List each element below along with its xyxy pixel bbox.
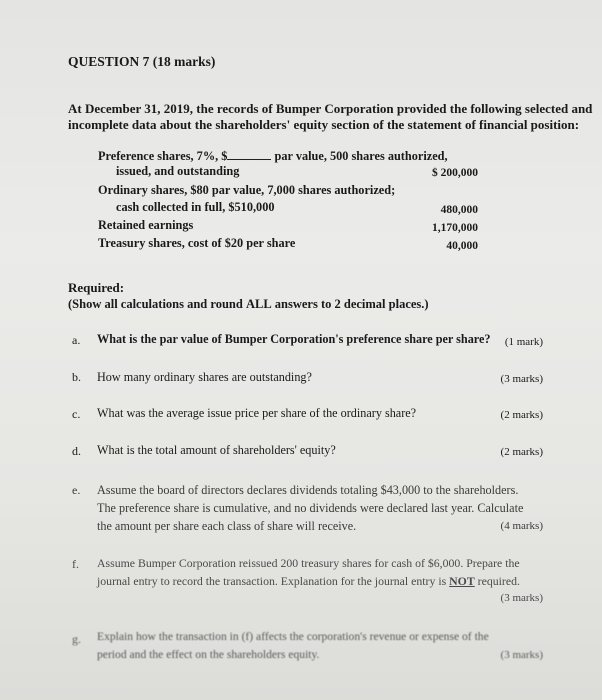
ordinary-shares-line-1: Ordinary shares, $80 par value, 7,000 shares authorized; [98,183,396,197]
question-f-line-1: Assume Bumper Corporation reissued 200 treasury shares for cash of $6,000. Prepare the [97,556,520,570]
question-b-text: How many ordinary shares are outstanding? [97,370,312,384]
question-f-not-emphasis: NOT [449,574,475,588]
question-f-marks: (3 marks) [500,592,543,604]
question-d-letter: d. [72,444,81,458]
intro-line-2: incomplete data about the shareholders' equity section of the statement of financial position: [68,117,580,132]
question-a-text: What is the par value of Bumper Corporation's preference share per share? [97,332,491,346]
question-title: QUESTION 7 (18 marks) [68,54,216,69]
question-c-text: What was the average issue price per share of the ordinary share? [97,406,417,420]
retained-earnings-label: Retained earnings [98,218,194,232]
par-value-blank [227,148,271,160]
question-g-letter: g. [72,632,81,646]
instruction-close: ) [424,297,429,311]
preference-shares-par-text: par value, 500 shares authorized, [274,149,448,163]
preference-shares-line-2: issued, and outstanding [116,164,240,178]
question-g-line-2: period and the effect on the shareholders equity. [97,648,320,661]
question-f-line-2-part-2: required. [474,574,520,588]
preference-shares-value: $ 200,000 [432,167,478,179]
required-heading: Required: [68,280,125,295]
question-f-line-2-part-1: journal entry to record the transaction. Explanation for the journal entry is [97,574,450,588]
question-g-marks: (3 marks) [500,649,543,661]
question-f-line-2 [97,574,520,589]
ordinary-shares-line-2: cash collected in full, $510,000 [116,200,275,214]
instruction-part-2: answers to [271,297,335,311]
question-b-letter: b. [72,370,81,384]
instruction-part-1: (Show all calculations and round [68,297,246,311]
question-e-line-3: the amount per share each class of share will receive. [97,519,357,533]
question-e-line-2: The preference share is cumulative, and no dividends were declared last year. Calculate [97,501,524,515]
question-e-line-1: Assume the board of directors declares dividends totaling $43,000 to the shareholders. [97,483,519,497]
question-g-line-1: Explain how the transaction in (f) affects the corporation's revenue or expense of the [97,630,489,643]
required-instruction [68,297,429,312]
question-e-marks: (4 marks) [500,520,543,532]
ordinary-shares-value: 480,000 [440,204,478,216]
treasury-shares-value: 40,000 [446,240,478,252]
instruction-all-emphasis: ALL [245,297,272,311]
question-d-marks: (2 marks) [500,446,543,458]
retained-earnings-value: 1,170,000 [432,222,478,234]
question-c-letter: c. [72,407,81,421]
preference-shares-label: Preference shares, 7%, $ [98,149,228,163]
question-e-letter: e. [72,483,81,497]
question-a-letter: a. [72,333,81,347]
preference-shares-line-1 [98,148,448,164]
question-c-marks: (2 marks) [500,409,543,421]
question-f-letter: f. [72,557,79,571]
question-a-marks: (1 mark) [504,336,543,348]
instruction-decimals-emphasis: 2 decimal places. [334,297,425,311]
question-b-marks: (3 marks) [500,373,543,385]
question-d-text: What is the total amount of shareholders' equity? [97,443,336,457]
treasury-shares-label: Treasury shares, cost of $20 per share [98,236,296,250]
intro-line-1: At December 31, 2019, the records of Bumper Corporation provided the following selected and [68,101,593,116]
